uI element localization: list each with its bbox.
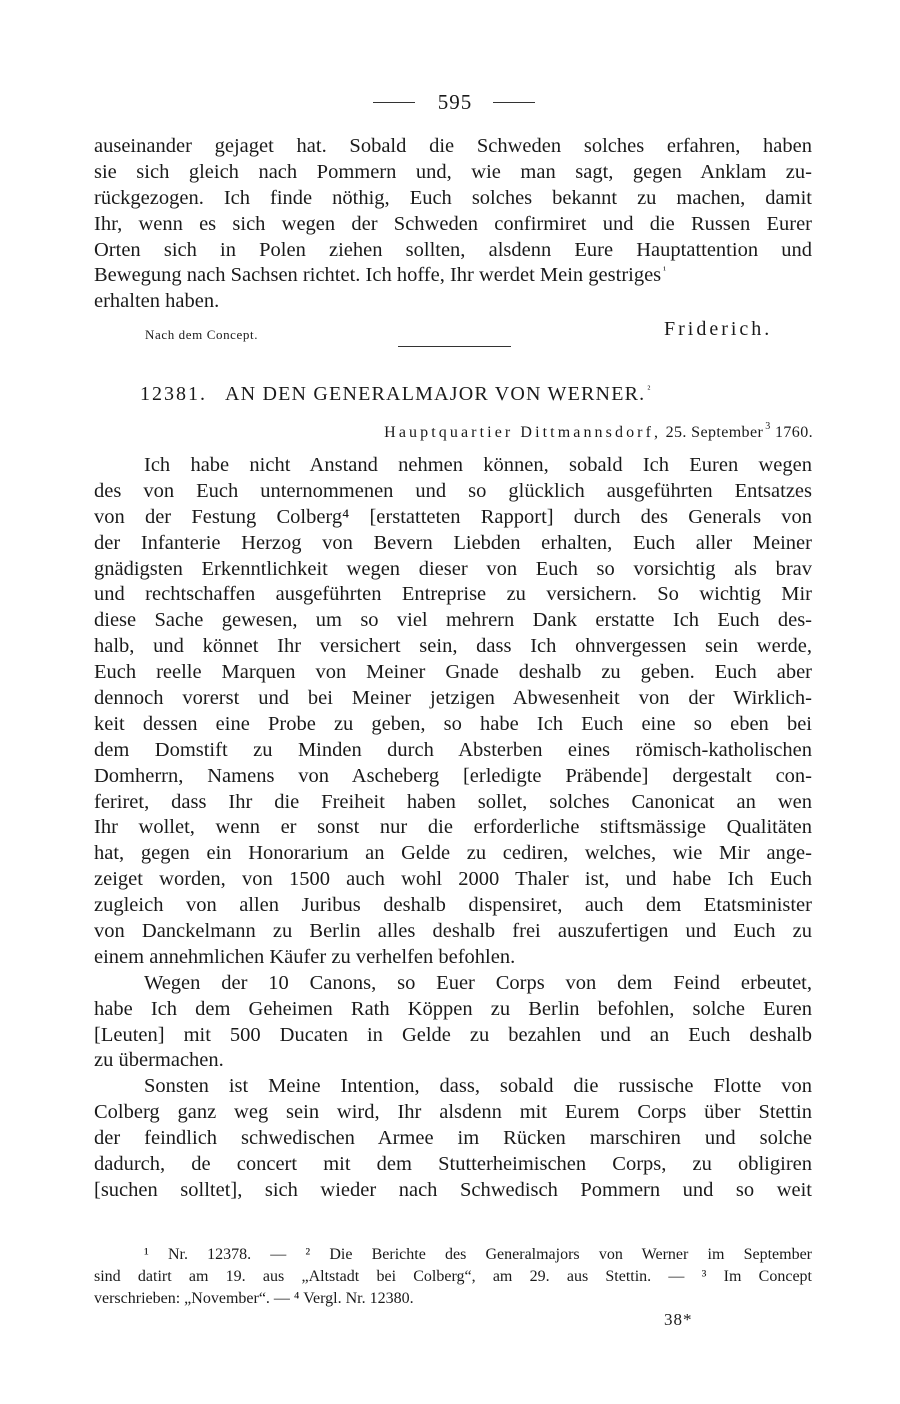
text-line: feriret, dass Ihr die Freiheit haben sollet, solches Canonicat an wen	[94, 790, 812, 813]
footnote-line: sind datirt am 19. aus „Altstadt bei Colberg“, am 29. aus Stettin. — ³ Im Concept	[94, 1268, 812, 1285]
place: Hauptquartier Dittmannsdorf,	[384, 424, 662, 441]
text-line	[94, 263, 812, 289]
document-title: AN DEN GENERALMAJOR VON WERNER.	[225, 383, 646, 405]
document-heading	[140, 383, 652, 406]
text-line: einem annehmlichen Käufer zu verhelfen befohlen.	[94, 945, 516, 968]
text-line: und rechtschaffen ausgeführten Entreprise zu versichern. So wichtig Mir	[94, 583, 812, 606]
text-line-content: Bewegung nach Sachsen richtet. Ich hoffe, Ihr werdet Mein gestriges	[94, 264, 662, 287]
footnote-line: ¹ Nr. 12378. — ² Die Berichte des Generalmajors von Werner im September	[144, 1246, 812, 1263]
text-line: der feindlich schwedischen Armee im Rücken marschiren und solche	[94, 1127, 812, 1150]
text-line: habe Ich dem Geheimen Rath Köppen zu Berlin befohlen, solche Euren	[94, 997, 812, 1020]
text-line: Colberg ganz weg sein wird, Ihr alsdenn mit Eurem Corps über Stettin	[94, 1101, 812, 1124]
text-line: [Leuten] mit 500 Ducaten in Gelde zu bezahlen und an Euch deshalb	[94, 1023, 812, 1046]
footnote-marker: ²	[647, 384, 652, 395]
document-number: 12381.	[140, 383, 207, 405]
text-line: von Danckelmann zu Berlin alles deshalb frei auszufertigen und Euch zu	[94, 920, 812, 943]
text-line: auseinander gejaget hat. Sobald die Schweden solches erfahren, haben	[94, 135, 812, 157]
text-line: zugleich von allen Juribus deshalb dispensiret, auch dem Etatsminister	[94, 894, 812, 917]
text-line: zeiget worden, von 1500 auch wohl 2000 Thaler ist, und habe Ich Euch	[94, 868, 812, 891]
place-date-line	[283, 421, 813, 442]
text-line: keit dessen eine Probe zu geben, so habe Ich Euch eine so eben bei	[94, 712, 812, 735]
letter-body	[94, 453, 812, 1204]
signature: Friderich.	[664, 318, 773, 340]
text-line: Orten sich in Polen ziehen sollten, alsdenn Eure Hauptattention und	[94, 238, 812, 261]
text-line: Ihr, wenn es sich wegen der Schweden confirmiret und die Russen Eurer	[94, 212, 812, 235]
footnote-marker: 3	[765, 421, 771, 432]
text-line: der Infanterie Herzog von Bevern Liebden erhalten, Euch aller Meiner	[94, 531, 812, 554]
text-line: dadurch, de concert mit dem Stutterheimischen Corps, zu obligiren	[94, 1153, 812, 1176]
footnote-marker: ¹	[663, 265, 667, 277]
text-line: Domherrn, Namens von Ascheberg [erledigte Präbende] dergestalt con-	[94, 764, 812, 787]
date: 25. September	[665, 424, 764, 441]
text-line: Wegen der 10 Canons, so Euer Corps von dem Feind erbeutet,	[144, 971, 812, 994]
text-line: dem Domstift zu Minden durch Absterben eines römisch-katholischen	[94, 738, 812, 761]
concept-note: Nach dem Concept.	[145, 327, 259, 342]
text-line: [suchen solltet], sich wieder nach Schwedisch Pommern und so weit	[94, 1178, 812, 1201]
text-line: Ich habe nicht Anstand nehmen können, sobald Ich Euren wegen	[144, 454, 812, 476]
footnote-line: verschrieben: „November“. — ⁴ Vergl. Nr. 12380.	[94, 1290, 414, 1307]
header-rule-left	[373, 102, 415, 103]
text-line: diese Sache gewesen, um so viel mehrern Dank erstatte Ich Euch des-	[94, 609, 812, 632]
text-line: Ihr wollet, wenn er sonst nur die erforderliche stiftsmässige Qualitäten	[94, 816, 812, 839]
intro-text	[94, 134, 812, 315]
date-year: 1760.	[775, 424, 813, 441]
text-line: halb, und könnet Ihr versichert sein, dass Ich ohnvergessen sein werde,	[94, 635, 812, 658]
text-line: zu übermachen.	[94, 1049, 224, 1072]
text-line: dennoch vorerst und bei Meiner jetzigen Abwesenheit von der Wirklich-	[94, 687, 812, 710]
text-line: sie sich gleich nach Pommern und, wie man sagt, gegen Anklam zu-	[94, 160, 812, 183]
separator-rule	[398, 346, 511, 347]
text-line: gnädigsten Erkenntlichkeit wegen dieser von Euch so vorsichtig als brav	[94, 557, 812, 580]
text-line: von der Festung Colberg⁴ [erstatteten Rapport] durch des Generals von	[94, 505, 812, 528]
closing-row	[0, 318, 900, 348]
header-rule-right	[493, 102, 535, 103]
footnotes	[94, 1244, 812, 1310]
text-line: des von Euch unternommenen und so glücklich ausgeführten Entsatzes	[94, 479, 812, 502]
page-header	[0, 90, 900, 120]
text-line: rückgezogen. Ich finde nöthig, Euch solches bekannt zu machen, damit	[94, 186, 812, 209]
signature-mark: 38*	[664, 1310, 693, 1329]
text-line: erhalten haben.	[94, 290, 220, 313]
text-line: hat, gegen ein Honorarium an Gelde zu cediren, welches, wie Mir ange-	[94, 842, 812, 865]
page-number: 595	[437, 90, 473, 114]
text-line: Sonsten ist Meine Intention, dass, sobald die russische Flotte von	[144, 1075, 812, 1098]
text-line: Euch reelle Marquen von Meiner Gnade deshalb zu geben. Euch aber	[94, 661, 812, 684]
